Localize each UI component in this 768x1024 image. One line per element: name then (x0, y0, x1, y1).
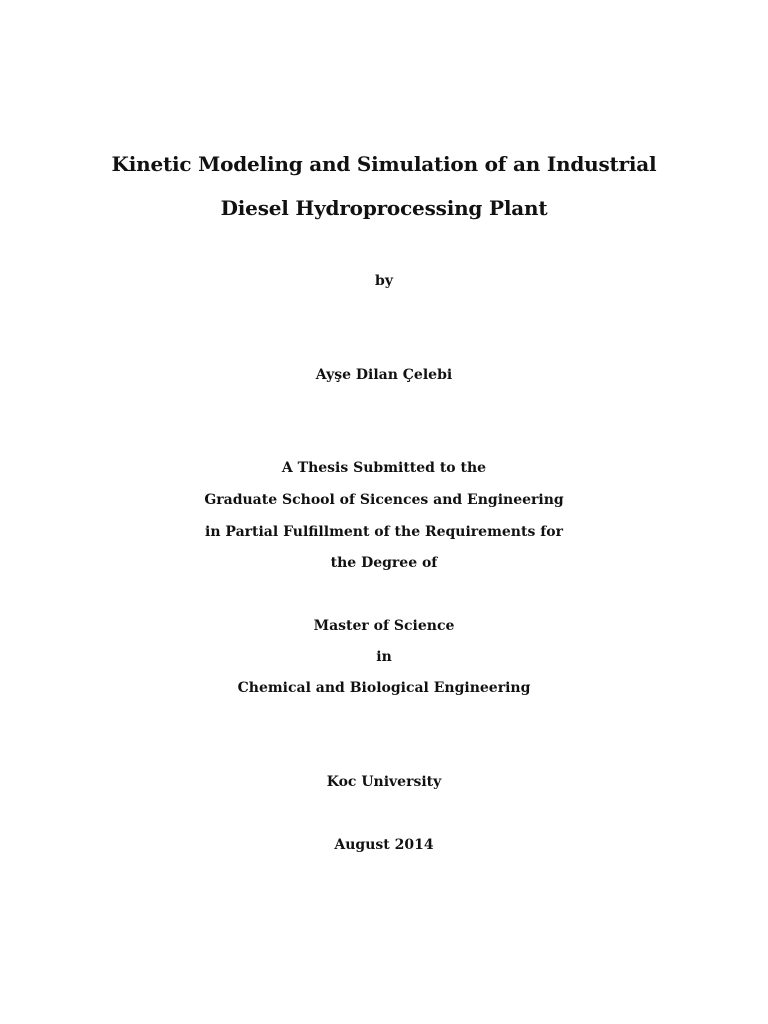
by-label: by (375, 273, 393, 289)
author-name: Ayşe Dilan Çelebi (315, 367, 453, 383)
degree-field: Chemical and Biological Engineering (237, 680, 531, 696)
degree-connector: in (376, 649, 392, 665)
degree-name: Master of Science (313, 618, 455, 634)
thesis-title-line-1: Kinetic Modeling and Simulation of an Industrial (111, 152, 657, 176)
university-name: Koc University (326, 774, 442, 790)
thesis-title-line-2: Diesel Hydroprocessing Plant (220, 196, 548, 220)
statement-line-2: Graduate School of Sicences and Engineering (204, 492, 564, 508)
statement-line-1: A Thesis Submitted to the (281, 460, 487, 476)
submission-date: August 2014 (334, 837, 434, 853)
statement-line-4: the Degree of (330, 555, 438, 571)
statement-line-3: in Partial Fulfillment of the Requirements for (205, 524, 563, 540)
